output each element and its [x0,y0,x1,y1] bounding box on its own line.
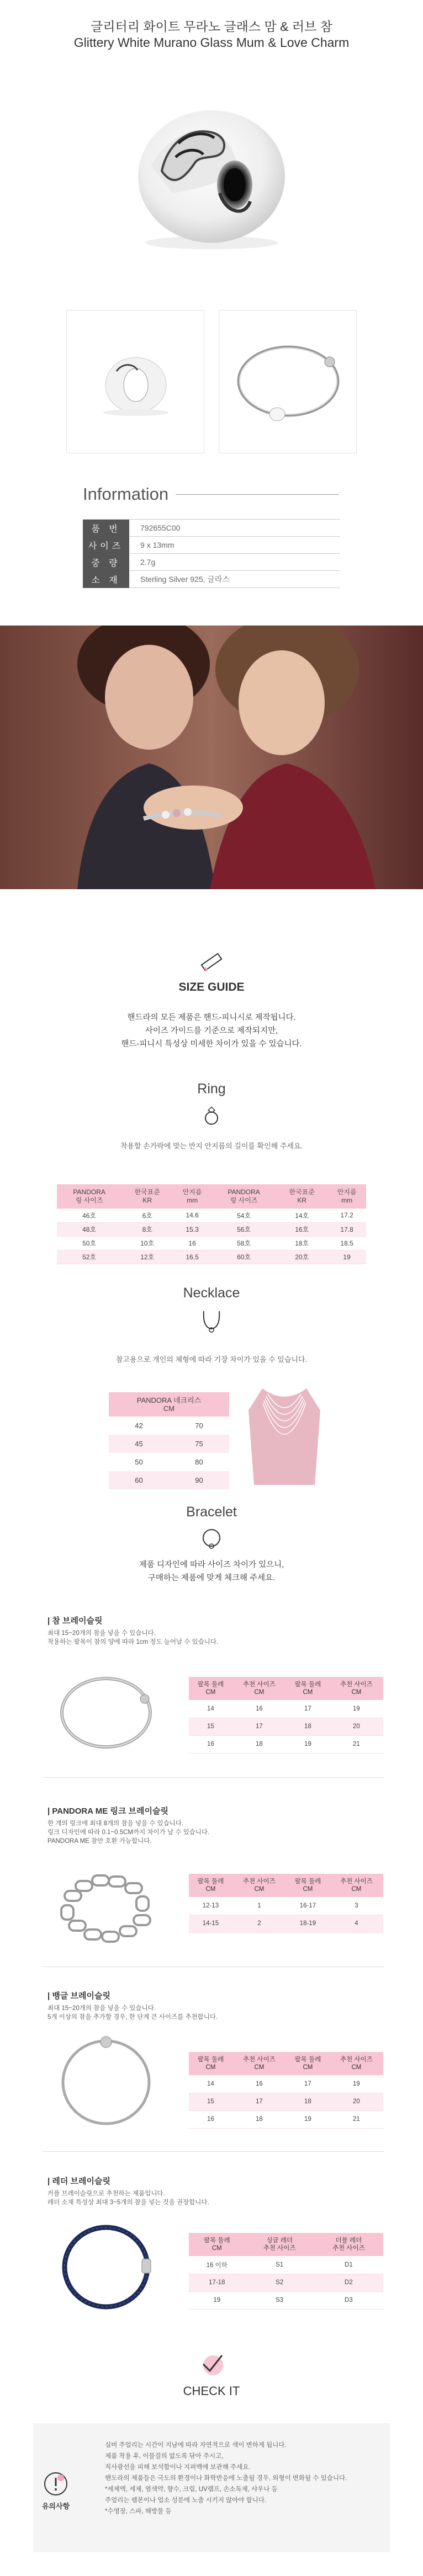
bracelet-size-table [189,1677,383,1754]
info-key: 사이즈 [83,537,129,554]
bracelet-note: 커플 브레이슬릿으로 추천하는 제품입니다. [47,2190,165,2197]
check-item: 주얼리는 렘본이나 업소 성분에 노출 시키지 않아야 합니다. [105,2497,267,2504]
table-header: 팔목 둘레 CM [189,1874,232,1897]
check-item: *수영장, 스파, 해방물 등 [105,2508,172,2515]
table-header: PANDORA 링 사이즈 [212,1184,276,1209]
table-cell: 3 [330,1897,383,1915]
leather-bracelet-image [47,2209,165,2325]
table-cell: 80 [195,1458,203,1466]
bracelet-group-title: | 레더 브레이슬릿 [47,2177,110,2186]
bracelet-note: 5개 이상의 참을 추가할 경우, 한 단계 큰 사이즈를 추천합니다. [47,2014,218,2021]
table-header: 안지름 mm [327,1184,366,1209]
table-cell: 19 [327,1250,366,1264]
table-cell: 18 [286,1718,330,1735]
product-title-ko: 글리터리 화이트 무라노 글래스 맘 & 러브 참 [91,19,332,34]
info-row [83,571,340,588]
bracelet-size-table [189,2233,383,2310]
check-it-label: 유의사항 [41,2502,70,2510]
check-it-heading: CHECK IT [183,2384,240,2398]
table-cell: 1 [232,1897,286,1915]
size-guide-intro-3: 핸드-피니시 특성상 미세한 차이가 있을 수 있습니다. [121,1040,302,1049]
info-value: Sterling Silver 925, 글라스 [140,575,230,584]
check-item: 핸도라의 제품들은 극도의 환경이나 화학반응에 노출될 경우, 외형이 변화될 수 있습니다. [105,2475,347,2482]
table-row [189,1915,383,1932]
check-item: 직사광선을 피해 보석함이나 지퍼백에 보관해 주세요. [105,2464,251,2471]
necklace-heading: Necklace [183,1285,240,1301]
table-cell: 48호 [57,1222,121,1236]
table-cell: 17.2 [327,1209,366,1222]
table-cell: 16호 [276,1222,327,1236]
table-cell: 56호 [212,1222,276,1236]
table-cell: 16 [232,1700,286,1718]
necklace-model-image [243,1388,326,1485]
table-cell: 16 이하 [189,2256,245,2274]
bracelet-note: 착용하는 팔목이 참의 양에 따라 1cm 정도 늘어날 수 있습니다. [47,1639,219,1645]
size-guide-heading: SIZE GUIDE [178,981,245,993]
bracelet-note: 레더 소재 특성상 최대 3~5개의 참을 넣는 것을 권장합니다. [47,2199,209,2206]
size-guide-intro-1: 핸드라의 모든 제품은 핸드-피니시로 제작됩니다. [127,1013,296,1022]
table-cell: 14.6 [173,1209,212,1222]
information-table [83,519,340,588]
warning-icon [43,2471,68,2497]
divider [43,1777,384,1778]
ring-icon [203,1105,220,1127]
bracelet-icon [200,1526,223,1549]
divider [43,2151,384,2152]
table-row [189,2274,383,2291]
table-row [189,1700,383,1718]
table-cell: 17 [286,1700,330,1718]
table-cell: 20호 [276,1250,327,1264]
ring-desc: 착용할 손가락에 맞는 반지 안지름의 길이를 확인해 주세요. [120,1142,303,1150]
table-cell: 19 [330,2075,383,2093]
ring-heading: Ring [197,1081,226,1097]
check-icon [198,2351,225,2379]
table-row [109,1435,229,1453]
table-row [109,1453,229,1471]
divider [43,1966,384,1967]
table-cell: 14 [189,1700,232,1718]
table-header: 팔목 둘레 CM [189,2233,245,2256]
table-cell: 42 [135,1421,143,1430]
snake-bracelet-image [47,1655,165,1771]
ring-size-table [57,1184,366,1264]
bracelet-group-title: | 뱅글 브레이슬릿 [47,1991,110,2001]
table-cell: 17-18 [189,2274,245,2291]
table-cell: 20 [330,2093,383,2110]
table-cell: 14호 [276,1209,327,1222]
table-cell: 14 [189,2075,232,2093]
check-item: 실버 주얼리는 시간이 지남에 따라 자연적으로 색이 변하게 됩니다. [105,2442,287,2449]
table-cell: 50 [135,1458,143,1466]
table-cell: 18 [232,1735,286,1753]
table-cell: 4 [330,1915,383,1932]
thumbnail-charm[interactable] [66,310,204,453]
table-header: PANDORA 링 사이즈 [57,1184,121,1209]
table-row [109,1471,229,1489]
check-it-list [105,2440,347,2517]
table-header: 추천 사이즈 CM [232,1677,286,1700]
table-header: 팔목 둘레 CM [189,2052,232,2075]
table-cell: 19 [286,2110,330,2128]
bangle-image [47,2024,165,2140]
table-cell: 17 [232,2093,286,2110]
table-cell: 16 [173,1236,212,1250]
table-cell: 20 [330,1718,383,1735]
necklace-size-table [109,1392,229,1489]
bracelet-desc-1: 제품 디자인에 따라 사이즈 차이가 있으니, [139,1560,284,1569]
table-header: 팔목 둘레 CM [286,1874,330,1897]
table-cell: D3 [314,2291,383,2309]
table-cell: 18호 [276,1236,327,1250]
table-cell: 16.5 [173,1250,212,1264]
table-header: 팔목 둘레 CM [286,1677,330,1700]
info-key: 소 재 [83,571,129,588]
table-cell: S2 [245,2274,314,2291]
table-header: 더블 레더 추천 사이즈 [314,2233,383,2256]
table-header: 싱글 레더 추천 사이즈 [245,2233,314,2256]
table-cell: 19 [286,1735,330,1753]
table-cell: 8호 [121,1222,173,1236]
table-cell: 16 [189,1735,232,1753]
table-cell: 15.3 [173,1222,212,1236]
table-cell: D1 [314,2256,383,2274]
table-header: 안지름 mm [173,1184,212,1209]
table-cell: 70 [195,1421,203,1430]
bracelet-desc-2: 구매하는 제품에 맞게 체크해 주세요. [147,1574,276,1583]
table-row [189,2256,383,2274]
check-item: *세제액, 세제, 염색약, 향수, 크림, UV램프, 손소독제, 샤우나 등 [105,2486,278,2493]
table-cell: 19 [330,1700,383,1718]
divider [176,494,339,495]
lifestyle-photo [0,626,423,889]
necklace-header: PANDORA 네크리스 CM [109,1392,229,1417]
link-bracelet-image [47,1852,165,1968]
table-cell: 16 [189,2110,232,2128]
thumbnail-bracelet[interactable] [219,310,357,453]
table-row [189,1897,383,1915]
table-cell: 90 [169,1471,229,1489]
info-key: 품 번 [83,520,129,537]
table-row [189,2110,383,2128]
info-value: 9 x 13mm [140,541,175,549]
table-row [189,1718,383,1735]
bracelet-note: 링크 디자인에 따라 0.1~0.5CM까지 차이가 날 수 있습니다. [47,1829,210,1836]
table-cell: 21 [330,1735,383,1753]
bracelet-size-table [189,1874,383,1933]
info-row [83,537,340,554]
table-cell: 10호 [121,1236,173,1250]
table-header: 한국표준 KR [276,1184,327,1209]
table-cell: 18 [232,2110,286,2128]
table-cell: 58호 [212,1236,276,1250]
table-header: 추천 사이즈 CM [330,1874,383,1897]
table-cell: D2 [314,2274,383,2291]
table-cell: 12호 [121,1250,173,1264]
necklace-desc: 참고용으로 개인의 체형에 따라 기장 차이가 있을 수 있습니다. [115,1355,308,1364]
table-cell: 12-13 [189,1897,232,1915]
table-cell: 52호 [57,1250,121,1264]
table-cell: 17 [286,2075,330,2093]
table-header: 팔목 둘레 CM [286,2052,330,2075]
table-row [189,1735,383,1753]
bracelet-group-title: | 참 브레이슬릿 [47,1616,103,1626]
table-header: 한국표준 KR [121,1184,173,1209]
table-cell: 46호 [57,1209,121,1222]
check-item: 제품 착용 후, 이물질의 없도록 닦아 주시고, [105,2453,224,2460]
table-cell: 21 [330,2110,383,2128]
bracelet-heading: Bracelet [186,1504,237,1520]
table-cell: 75 [169,1435,229,1453]
table-cell: 14-15 [189,1915,232,1932]
table-cell: 17 [232,1718,286,1735]
table-header: 추천 사이즈 CM [232,1874,286,1897]
table-cell: 15 [189,2093,232,2110]
table-cell: 54호 [212,1209,276,1222]
table-cell: 2 [232,1915,286,1932]
info-row [83,520,340,537]
table-cell: S1 [245,2256,314,2274]
info-value: 2.7g [140,558,156,566]
table-cell: 60호 [212,1250,276,1264]
ruler-icon [198,949,225,975]
table-row [189,2291,383,2309]
table-header: 팔목 둘레 CM [189,1677,232,1700]
bracelet-note: PANDORA ME 참만 호환 가능합니다. [47,1838,152,1845]
table-cell: 16-17 [286,1897,330,1915]
table-cell: 50호 [57,1236,121,1250]
table-row [109,1417,229,1435]
table-cell: 16 [232,2075,286,2093]
size-guide-intro-2: 사이즈 가이드를 기준으로 제작되지만, [145,1027,278,1035]
product-title-en: Glittery White Murano Glass Mum & Love Charm [73,35,350,50]
table-header: 추천 사이즈 CM [330,2052,383,2075]
bracelet-group-title: | PANDORA ME 링크 브레이슬릿 [47,1807,168,1816]
table-row [189,2075,383,2093]
table-cell: 6호 [121,1209,173,1222]
necklace-icon [200,1309,223,1333]
table-row [57,1236,366,1250]
table-cell: 18-19 [286,1915,330,1932]
table-cell: 60 [109,1471,169,1489]
information-heading: Information [83,484,169,504]
bracelet-note: 최대 15~20개의 참을 넣을 수 있습니다. [47,1630,156,1637]
bracelet-size-table [189,2052,383,2129]
table-cell: 45 [109,1435,169,1453]
table-cell: 17.8 [327,1222,366,1236]
table-cell: 19 [189,2291,245,2309]
table-row [57,1222,366,1236]
info-row [83,554,340,571]
table-row [189,2093,383,2110]
bracelet-note: 최대 15~20개의 참을 넣을 수 있습니다. [47,2005,156,2012]
table-cell: S3 [245,2291,314,2309]
table-cell: 18.5 [327,1236,366,1250]
table-cell: 18 [286,2093,330,2110]
table-row [57,1250,366,1264]
table-row [57,1209,366,1222]
info-key: 중 량 [83,554,129,571]
table-header: 추천 사이즈 CM [232,2052,286,2075]
product-hero-image [129,61,294,265]
table-cell: 15 [189,1718,232,1735]
table-header: 추천 사이즈 CM [330,1677,383,1700]
bracelet-note: 한 개의 링크에 최대 8개의 참을 넣을 수 있습니다. [47,1820,184,1827]
info-value: 792655C00 [140,523,181,532]
